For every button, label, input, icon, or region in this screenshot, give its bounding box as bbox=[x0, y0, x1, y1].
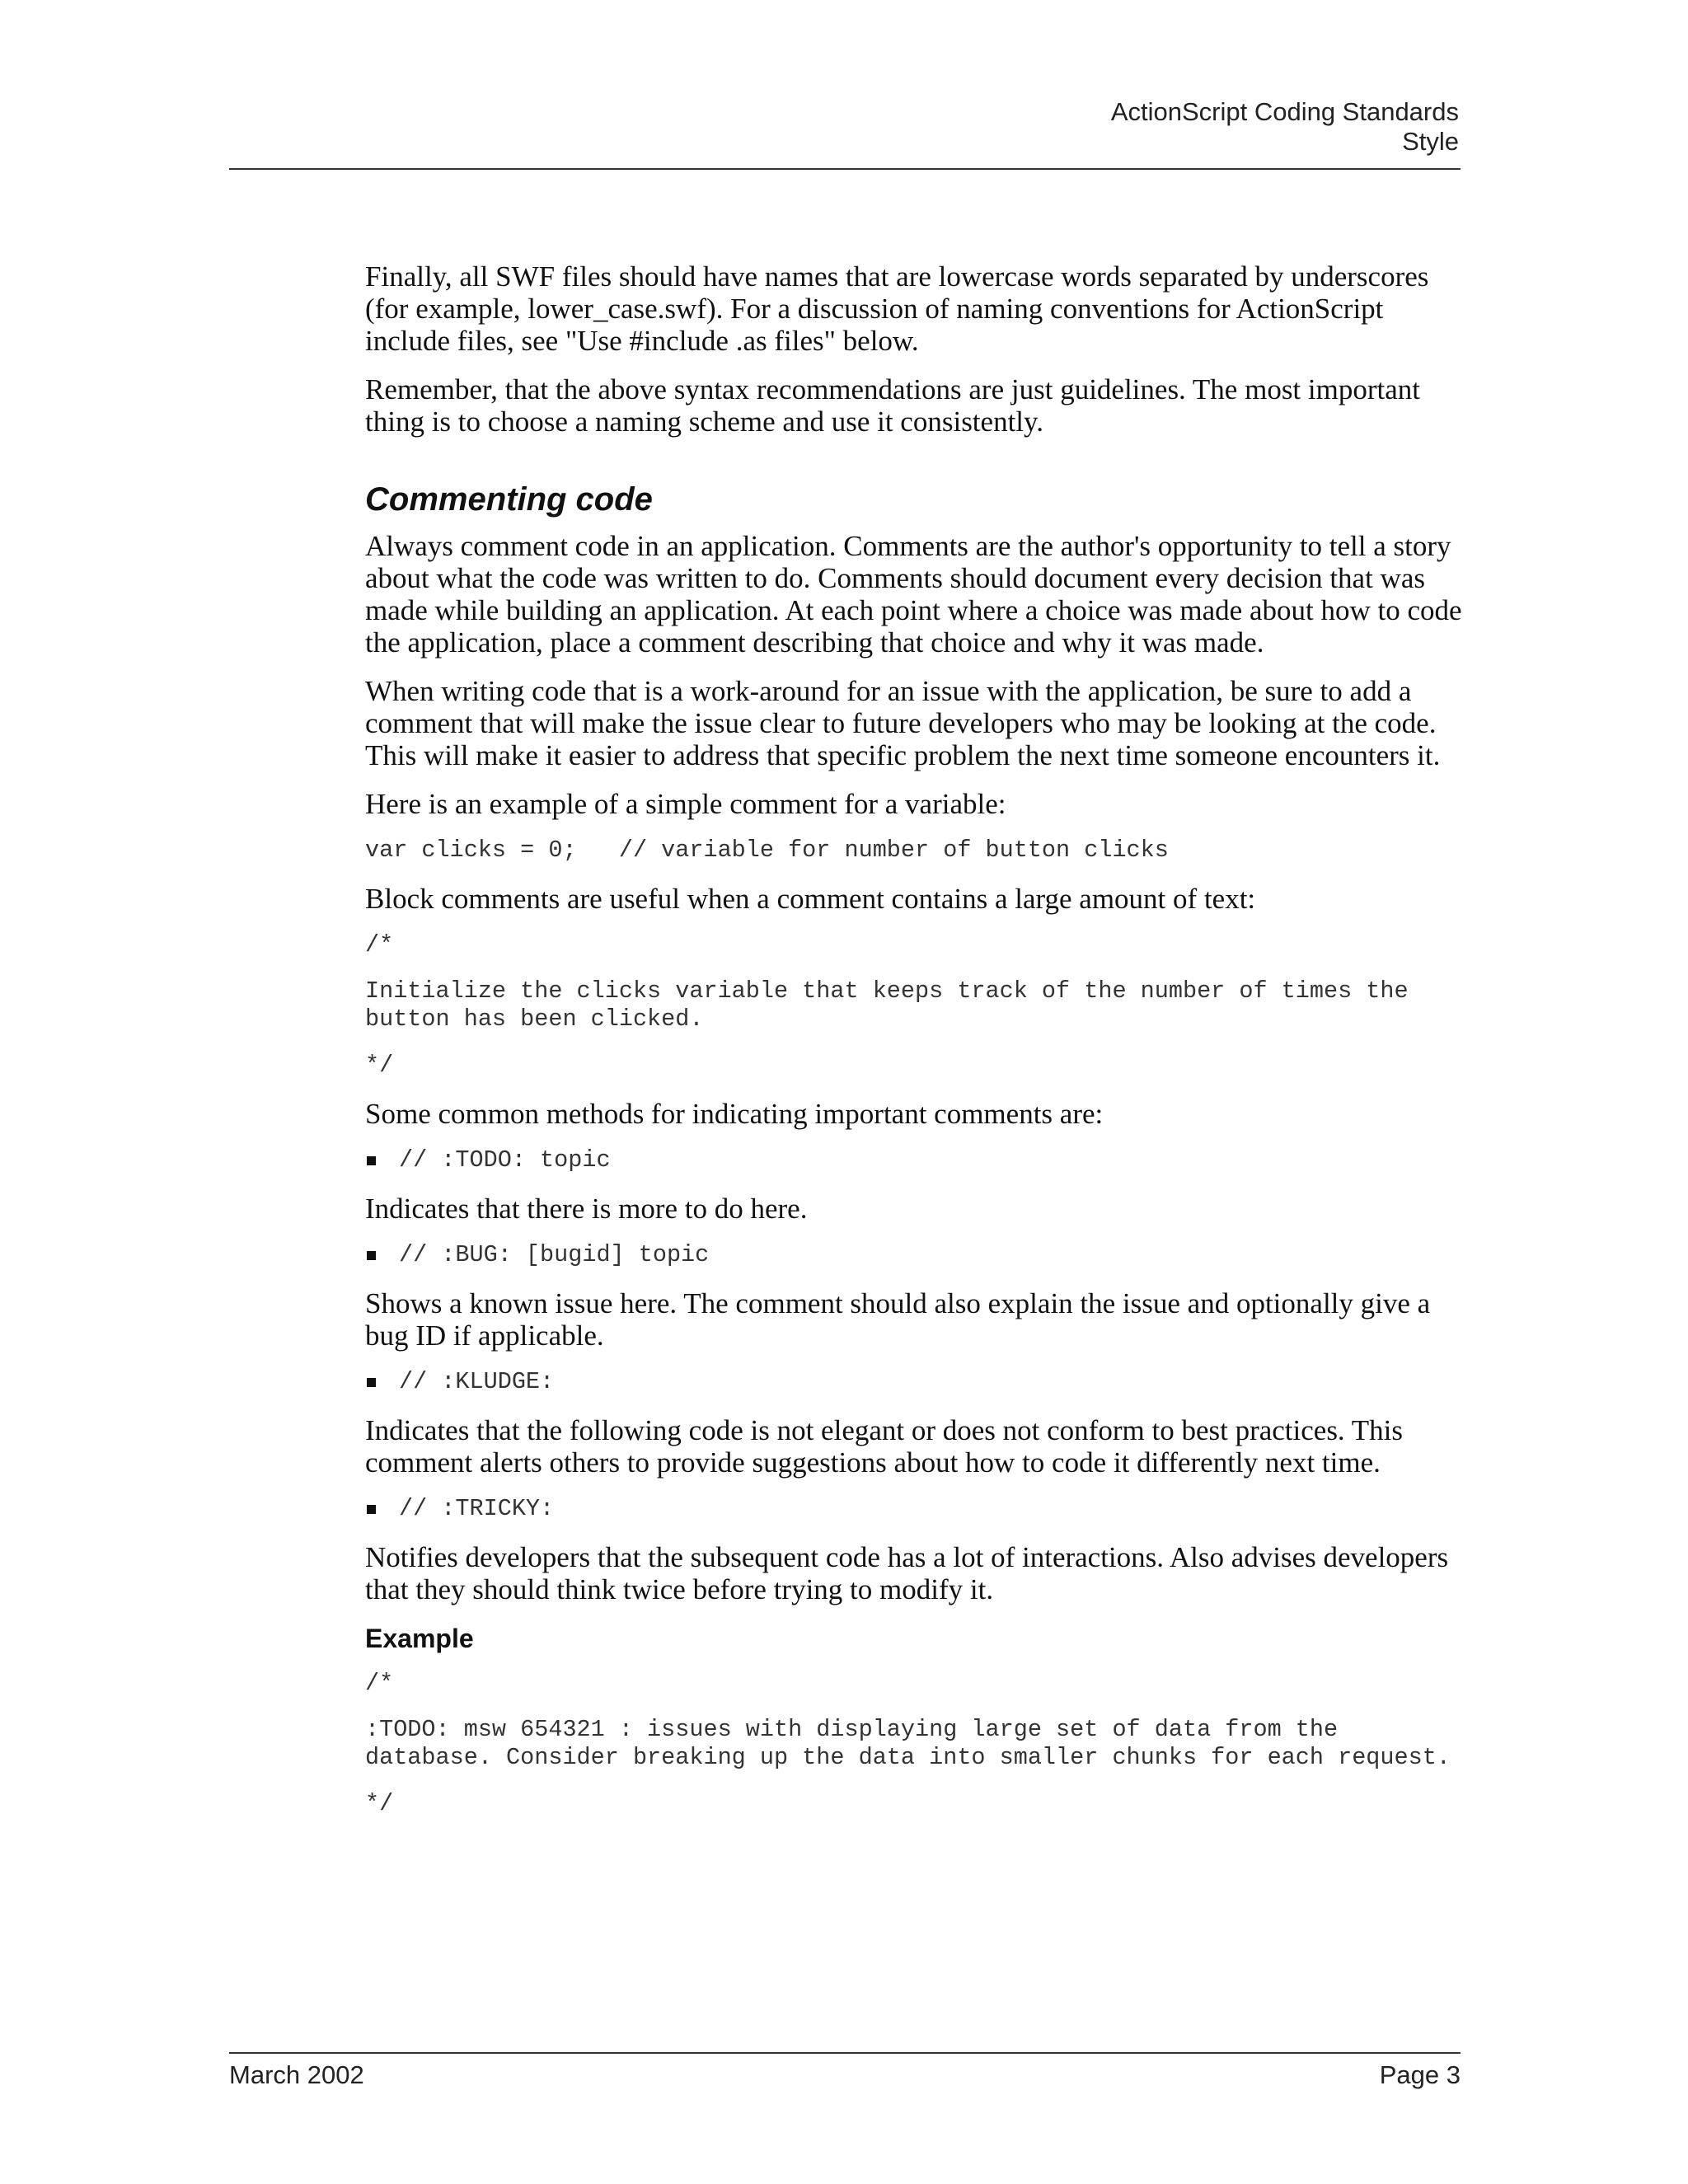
document-title: ActionScript Coding Standards bbox=[1110, 97, 1459, 126]
list-item-bug bbox=[365, 1241, 1470, 1269]
list-item-todo bbox=[365, 1146, 1470, 1174]
subheading-example: Example bbox=[365, 1624, 474, 1653]
paragraph-swf-naming: Finally, all SWF files should have names that are lowercase words separated by underscores (for example, lower_case.swf). For a discussion of naming conventions for ActionScript include files, see "Use #include .as files" below. bbox=[365, 260, 1429, 357]
code-example-open: /* bbox=[365, 1670, 394, 1697]
paragraph-guidelines: Remember, that the above syntax recommendations are just guidelines. The most important thing is to choose a naming scheme and use it consistently. bbox=[365, 373, 1420, 438]
code-example-close: */ bbox=[365, 1790, 394, 1817]
list-item-tricky bbox=[365, 1495, 1470, 1523]
bullet-square-icon bbox=[367, 1251, 376, 1260]
code-block-open: /* bbox=[365, 931, 394, 958]
code-tricky: // :TRICKY: bbox=[399, 1495, 555, 1522]
paragraph-bug-desc: Shows a known issue here. The comment should also explain the issue and optionally give a bug ID if applicable. bbox=[365, 1287, 1431, 1352]
code-block-close: */ bbox=[365, 1052, 394, 1079]
bullet-square-icon bbox=[367, 1378, 376, 1387]
paragraph-simple-comment-intro: Here is an example of a simple comment for a variable: bbox=[365, 788, 1006, 820]
code-simple-comment: var clicks = 0; // variable for number of button clicks bbox=[365, 837, 1169, 864]
paragraph-always-comment: Always comment code in an application. Comments are the author's opportunity to tell a story about what the code was written to do. Comments should document every decision that was made while building an application. At each point where a choice was made about how to code the application, place a comment describing that choice and why it was made. bbox=[365, 530, 1462, 658]
section-heading-commenting-code: Commenting code bbox=[365, 481, 653, 518]
footer-page-number: Page 3 bbox=[1379, 2060, 1461, 2089]
code-block-body: Initialize the clicks variable that keeps track of the number of times the button has been clicked. bbox=[365, 977, 1423, 1033]
paragraph-todo-desc: Indicates that there is more to do here. bbox=[365, 1193, 808, 1225]
code-bug: // :BUG: [bugid] topic bbox=[399, 1241, 710, 1268]
page-header bbox=[229, 97, 1461, 170]
bullet-square-icon bbox=[367, 1505, 376, 1514]
paragraph-tricky-desc: Notifies developers that the subsequent code has a lot of interactions. Also advises developers that they should think twice before trying to modify it. bbox=[365, 1541, 1449, 1605]
list-item-kludge bbox=[365, 1368, 1470, 1396]
code-todo: // :TODO: topic bbox=[399, 1146, 611, 1174]
paragraph-work-around: When writing code that is a work-around for an issue with the application, be sure to add a comment that will make the issue clear to future developers who may be looking at the code. This will make it easier to address that specific problem the next time someone encounters it. bbox=[365, 675, 1441, 771]
page-content bbox=[365, 260, 1470, 1836]
footer-date: March 2002 bbox=[229, 2060, 364, 2089]
section-title: Style bbox=[1402, 127, 1459, 156]
paragraph-kludge-desc: Indicates that the following code is not elegant or does not conform to best practices. This comment alerts others to provide suggestions about how to code it differently next time. bbox=[365, 1414, 1404, 1479]
code-example-body: :TODO: msw 654321 : issues with displaying large set of data from the database. Consider breaking up the data into smaller chunks for each request. bbox=[365, 1716, 1451, 1771]
paragraph-block-comments-intro: Block comments are useful when a comment contains a large amount of text: bbox=[365, 883, 1256, 915]
paragraph-common-methods: Some common methods for indicating important comments are: bbox=[365, 1098, 1104, 1130]
code-kludge: // :KLUDGE: bbox=[399, 1368, 555, 1395]
page-footer bbox=[229, 2052, 1461, 2090]
bullet-square-icon bbox=[367, 1156, 376, 1165]
